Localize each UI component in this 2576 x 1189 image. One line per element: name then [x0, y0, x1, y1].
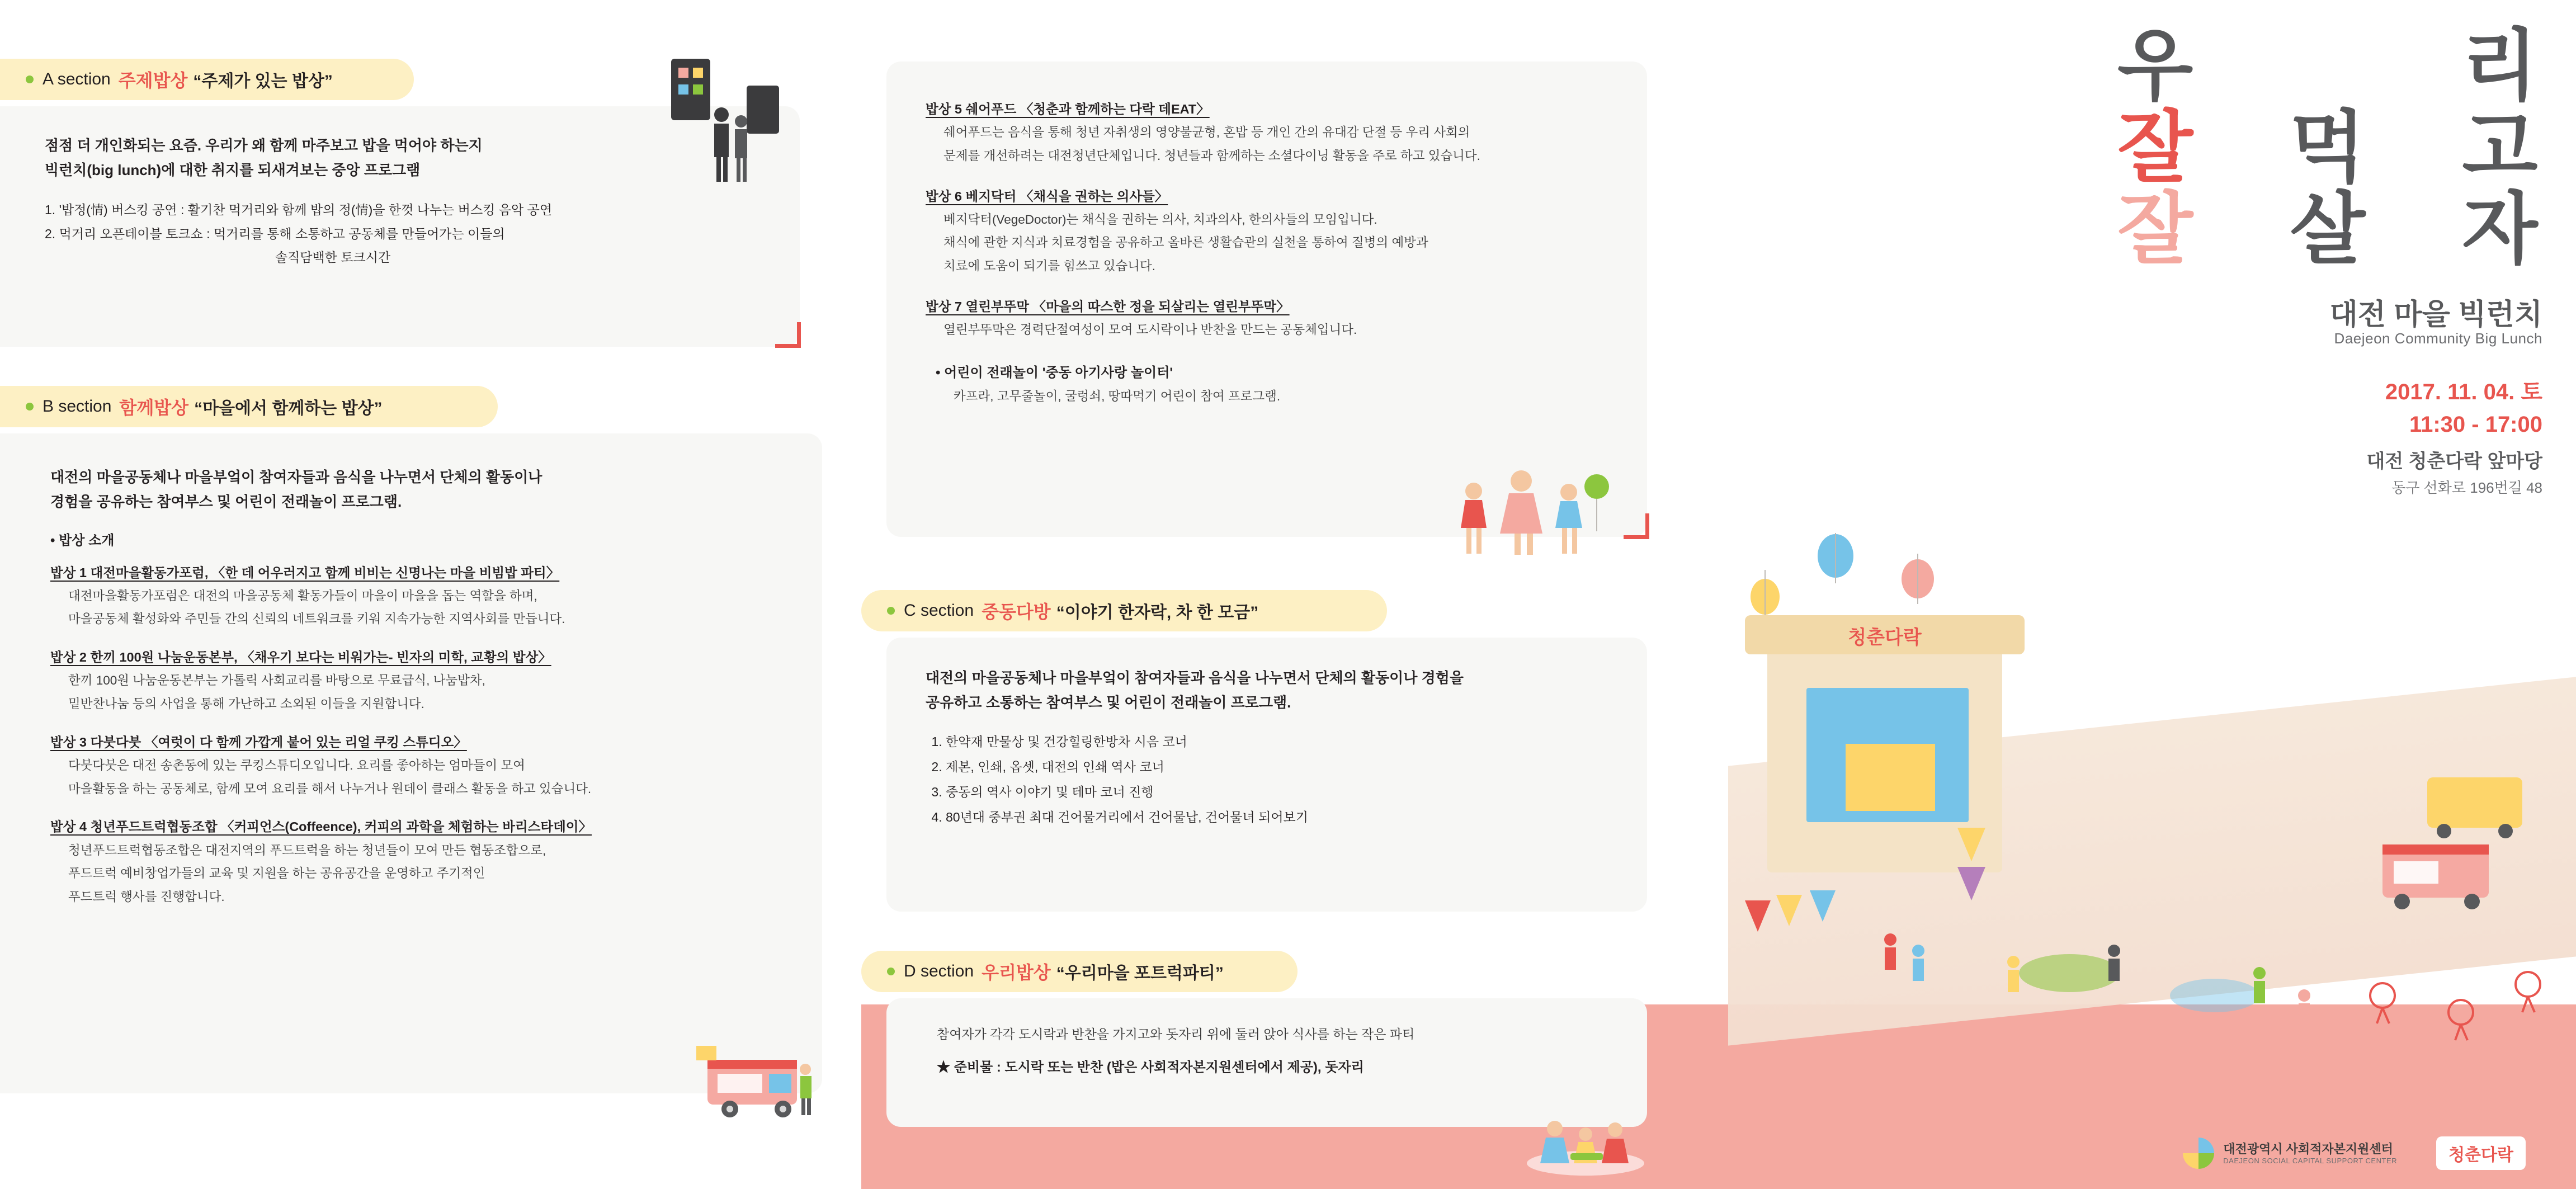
- section-c-item: 4. 80년대 중부권 최대 건어물거리에서 건어물납, 건어물녀 되어보기: [946, 805, 1608, 830]
- entry-body-line: 채식에 관한 지식과 치료경험을 공유하고 올바른 생활습관의 실천을 통하여 질병의 예방과: [943, 235, 1428, 250]
- section-c-item: 3. 중동의 역사 이야기 및 테마 코너 진행: [946, 780, 1608, 805]
- section-c-header: [861, 590, 1387, 631]
- organizer-name-kr: 대전광역시 사회적자본지원센터: [2223, 1141, 2393, 1156]
- section-c-lead-line-1: 대전의 마을공동체나 마을부엌이 참여자들과 음식을 나누면서 단체의 활동이나 경험을: [926, 669, 1464, 686]
- poster-date-line-1: 2017. 11. 04. 토: [2385, 380, 2542, 404]
- section-a-item-2: 2. 먹거리 오픈테이블 토크쇼 : 먹거리를 통해 소통하고 공동체를 만들어가는 이들의: [45, 226, 505, 241]
- entry-heading: 밥상 3 다붓다붓 〈여럿이 다 함께 가깝게 붙어 있는 리얼 쿠킹 스튜디오〉: [50, 734, 467, 749]
- poster-subtitle-en: Daejeon Community Big Lunch: [2334, 330, 2542, 347]
- entry-body-line: 한끼 100원 나눔운동본부는 가톨릭 사회교리를 바탕으로 무료급식, 나눔밥차,: [68, 673, 485, 688]
- section-a-label: A section: [43, 70, 111, 88]
- entry-body-line: 푸드트럭 행사를 진행합니다.: [68, 889, 225, 904]
- section-c-title: 중동다방: [982, 602, 1051, 622]
- entry-heading: 밥상 4 청년푸드트럭협동조합 〈커피언스(Coffeence), 커피의 과학을 체험하는 바리스타데이〉: [50, 819, 592, 834]
- entry-body-line: 마을공동체 활성화와 주민들 간의 신뢰의 네트워크를 키워 지속가능한 지역사회를 만듭니다.: [68, 612, 565, 626]
- organizer-name-en: DAEJEON SOCIAL CAPITAL SUPPORT CENTER: [2223, 1157, 2398, 1166]
- section-a-item-3: 솔직담백한 토크시간: [275, 250, 391, 265]
- illustration-festival-scene: [1723, 660, 2573, 1096]
- section-b-entry: [926, 295, 1608, 342]
- poster-title: [2117, 22, 2542, 273]
- section-a-lead-line-2: 빅런치(big lunch)에 대한 취지를 되새겨보는 중앙 프로그램: [45, 162, 421, 179]
- section-d-note: ★ 준비물 : 도시락 또는 반찬 (밥은 사회적자본지원센터에서 제공), 돗자리: [937, 1060, 1364, 1075]
- illustration-food-truck: [691, 1029, 831, 1135]
- section-c-item: 2. 제본, 인쇄, 옵셋, 대전의 인쇄 역사 코너: [946, 754, 1608, 780]
- poster-title-char: 잘: [2117, 185, 2198, 273]
- illustration-picnic: [1521, 1063, 1650, 1180]
- bullet-dot-icon: [26, 76, 34, 83]
- entry-body-line: 치료에 도움이 되기를 힘쓰고 있습니다.: [943, 259, 1156, 273]
- kids-program-body: 카프라, 고무줄놀이, 굴렁쇠, 땅따먹기 어린이 참여 프로그램.: [954, 389, 1281, 403]
- entry-heading: 밥상 6 베지닥터 〈채식을 권하는 의사들〉: [926, 188, 1168, 204]
- balloon-pink: [1902, 559, 1934, 598]
- poster-title-char: 리: [2462, 22, 2542, 110]
- section-b-entry: [926, 185, 1608, 278]
- poster-title-char: 우: [2117, 22, 2198, 110]
- entry-body-line: 쉐어푸드는 음식을 통해 청년 자취생의 영양불균형, 혼밥 등 개인 간의 유대감 단절 등 우리 사회의: [943, 125, 1470, 140]
- poster-title-line-3: [2117, 185, 2542, 273]
- section-b-entry: [50, 730, 789, 801]
- poster-title-line-1: [2117, 22, 2542, 110]
- gate-sign-text: 청춘다락: [1848, 626, 1922, 648]
- poster-subtitle-kr: 대전 마을 빅런치: [2329, 299, 2542, 331]
- section-c-label: C section: [904, 601, 974, 620]
- entry-body-line: 대전마을활동가포럼은 대전의 마을공동체 활동가들이 마을이 마을을 돕는 역할을 하며,: [68, 588, 537, 603]
- section-b-entry: [50, 815, 789, 908]
- section-b-lead-line-1: 대전의 마을공동체나 마을부엌이 참여자들과 음식을 나누면서 단체의 활동이나: [50, 469, 542, 485]
- organizer-logo: [2183, 1138, 2397, 1169]
- section-d-subtitle: “우리마을 포트럭파티”: [1056, 964, 1224, 983]
- section-c-item-list: [926, 729, 1608, 829]
- entry-heading: 밥상 5 쉐어푸드 〈청춘과 함께하는 다락 데EAT〉: [926, 102, 1210, 116]
- section-c-panel: [886, 638, 1647, 912]
- section-d-label: D section: [904, 962, 974, 980]
- kids-program-title: • 어린이 전래놀이 '중동 아기사랑 놀이터': [936, 365, 1173, 380]
- entry-body-line: 다붓다붓은 대전 송촌동에 있는 쿠킹스튜디오입니다. 요리를 좋아하는 엄마들이 모여: [68, 758, 525, 772]
- brand-logo: 청춘다락: [2436, 1136, 2526, 1170]
- section-a-item-1: 1. '밥정(情) 버스킹 공연 : 활기찬 먹거리와 함께 밥의 정(情)을 한껏 나누는 버스킹 음악 공연: [45, 202, 553, 218]
- section-d-header: [861, 951, 1298, 992]
- section-b-entry: [50, 645, 789, 716]
- poster-address: 동구 선화로 196번길 48: [2391, 479, 2542, 496]
- entry-body-line: 청년푸드트럭협동조합은 대전지역의 푸드트럭을 하는 청년들이 모여 만든 협동조합으로,: [68, 843, 546, 857]
- poster-title-char: 먹: [2290, 103, 2370, 191]
- section-a-subtitle: “주제가 있는 밥상”: [193, 72, 333, 91]
- poster-place: 대전 청춘다락 앞마당: [2366, 451, 2542, 472]
- section-b-entry: [926, 97, 1608, 168]
- section-a-lead-line-1: 점점 더 개인화되는 요즘. 우리가 왜 함께 마주보고 밥을 먹어야 하는지: [45, 137, 483, 154]
- entry-body-line: 문제를 개선하려는 대전청년단체입니다. 청년들과 함께하는 소셜다이닝 활동을 주로 하고 있습니다.: [943, 148, 1480, 163]
- poster-date-line-2: 11:30 - 17:00: [2409, 412, 2542, 437]
- poster-title-char: 살: [2290, 185, 2370, 273]
- section-b-subtitle: “마을에서 함께하는 밥상”: [194, 399, 383, 418]
- poster-title-line-2: [2117, 103, 2542, 191]
- section-b-entry: [50, 561, 789, 631]
- bullet-dot-icon: [887, 607, 895, 615]
- entry-heading: 밥상 2 한끼 100원 나눔운동본부, 〈채우기 보다는 비워가는- 빈자의 미학, 교황의 밥상〉: [50, 650, 551, 665]
- entry-body-line: 밑반찬나눔 등의 사업을 통해 가난하고 소외된 이들을 지원합니다.: [68, 697, 424, 711]
- section-c-lead-line-2: 공유하고 소통하는 참여부스 및 어린이 전래놀이 프로그램.: [926, 694, 1291, 711]
- section-c-item: 1. 한약재 만물상 및 건강힐링한방차 시음 코너: [946, 729, 1608, 754]
- corner-decoration-a: [775, 322, 801, 348]
- section-b-title: 함께밥상: [119, 398, 189, 418]
- section-b-bullet: • 밥상 소개: [50, 533, 115, 549]
- entry-heading: 밥상 1 대전마을활동가포럼, 〈한 데 어우러지고 함께 비비는 신명나는 마을 비빔밥 파티〉: [50, 565, 560, 580]
- poster-title-char: 고: [2462, 103, 2542, 191]
- section-c-subtitle: “이야기 한자락, 차 한 모금”: [1056, 603, 1259, 622]
- bullet-dot-icon: [887, 968, 895, 975]
- section-b-header: [0, 386, 498, 427]
- footer-logos: [2183, 1136, 2526, 1170]
- section-d-lead: 참여자가 각각 도시락과 반찬을 가지고와 돗자리 위에 둘러 앉아 식사를 하는 작은 파티: [937, 1027, 1415, 1041]
- balloon-blue: [1818, 534, 1853, 578]
- illustration-family: [1449, 464, 1633, 565]
- section-d-title: 우리밥상: [982, 962, 1051, 983]
- entry-body-line: 베지닥터(VegeDoctor)는 채식을 권하는 의사, 치과의사, 한의사들의 모임입니다.: [943, 212, 1377, 227]
- entry-body-line: 열린부뚜막은 경력단절여성이 모여 도시락이나 반찬을 만드는 공동체입니다.: [943, 323, 1357, 337]
- entry-body-line: 마을활동을 하는 공동체로, 함께 모여 요리를 해서 나누거나 원데이 클래스 활동을 하고 있습니다.: [68, 781, 592, 796]
- poster-date: [2117, 376, 2542, 441]
- entry-body-line: 푸드트럭 예비창업가들의 교육 및 지원을 하는 공유공간을 운영하고 주기적인: [68, 866, 485, 881]
- section-b-lead-line-2: 경험을 공유하는 참여부스 및 어린이 전래놀이 프로그램.: [50, 493, 402, 511]
- entry-heading: 밥상 7 열린부뚜막 〈마을의 따스한 정을 되살리는 열린부뚜막〉: [926, 299, 1290, 314]
- bullet-dot-icon: [26, 403, 34, 411]
- section-a-header: [0, 59, 414, 100]
- poster-title-char: 자: [2462, 185, 2542, 273]
- flower-logo-icon: [2183, 1138, 2214, 1169]
- illustration-people-city: [663, 53, 791, 187]
- section-a-title: 주제밥상: [118, 70, 188, 91]
- poster-title-char: 잘: [2117, 103, 2198, 191]
- balloon-yellow: [1751, 579, 1780, 615]
- section-b-label: B section: [43, 397, 112, 416]
- section-b-panel: [0, 433, 822, 1093]
